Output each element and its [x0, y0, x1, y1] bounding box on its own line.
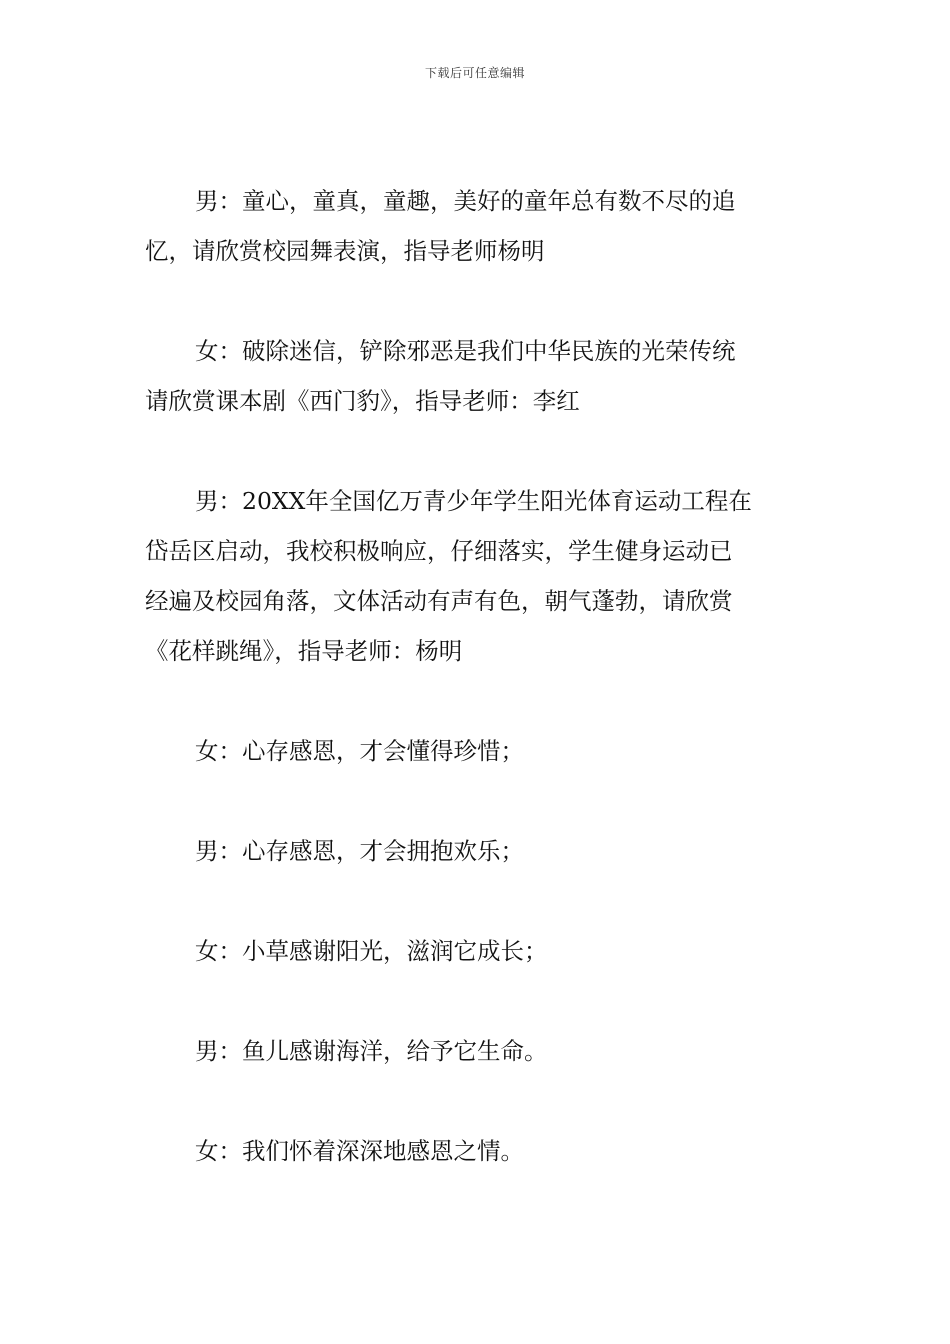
paragraph-line: 女：破除迷信，铲除邪恶是我们中华民族的光荣传统: [195, 337, 736, 365]
paragraph-1: [145, 176, 807, 276]
dialogue-line-4: 男：鱼儿感谢海洋，给予它生命。: [195, 1037, 548, 1065]
paragraph-2: [145, 326, 807, 426]
dialogue-line-1: 女：心存感恩，才会懂得珍惜；: [195, 737, 524, 765]
paragraph-line: 岱岳区启动，我校积极响应，仔细落实，学生健身运动已: [145, 537, 733, 565]
paragraph-line: 请欣赏课本剧《西门豹》，指导老师：李红: [145, 387, 580, 415]
page-header: 下载后可任意编辑: [424, 66, 525, 80]
paragraph-line: 男：20XX年全国亿万青少年学生阳光体育运动工程在: [195, 487, 752, 515]
dialogue-line-3: 女：小草感谢阳光，滋润它成长；: [195, 937, 548, 965]
dialogue-line-2: 男：心存感恩，才会拥抱欢乐；: [195, 837, 524, 865]
paragraph-line: 忆，请欣赏校园舞表演，指导老师杨明: [145, 237, 545, 265]
dialogue-line-5: 女：我们怀着深深地感恩之情。: [195, 1137, 524, 1165]
paragraph-line: 经遍及校园角落，文体活动有声有色，朝气蓬勃，请欣赏: [145, 587, 733, 615]
paragraph-line: 男：童心，童真，童趣，美好的童年总有数不尽的追: [195, 187, 736, 215]
paragraph-line: 《花样跳绳》，指导老师：杨明: [145, 637, 463, 665]
paragraph-3: [145, 476, 807, 676]
document-body: [145, 176, 807, 1226]
